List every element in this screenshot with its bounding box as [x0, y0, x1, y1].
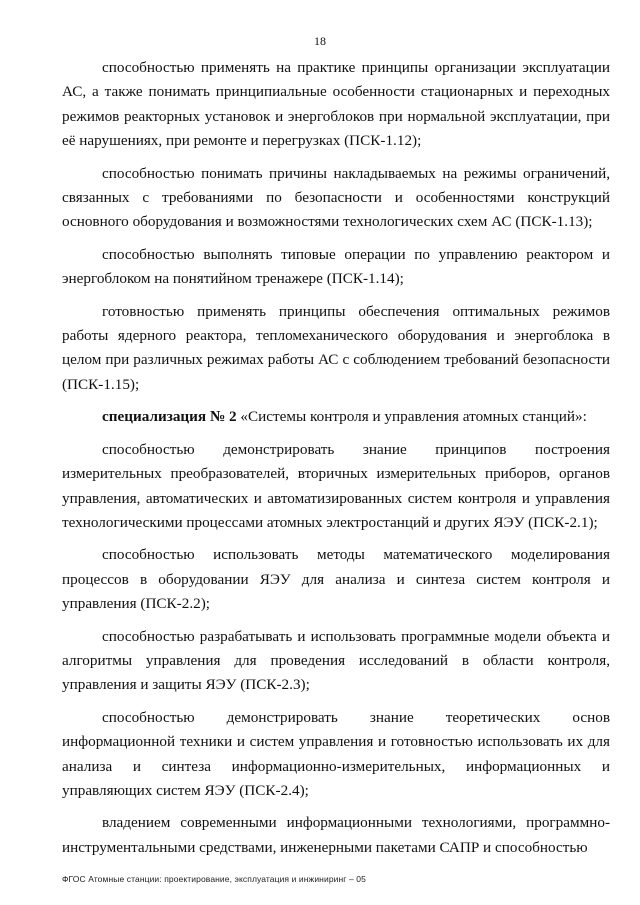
document-body	[62, 56, 610, 868]
paragraph-psk-1-12: способностью применять на практике принципы организации эксплуатации АС, а также понимать принципиальные особенности стационарных и переходных режимов реакторных установок и энергоблоков при нормальной эксплуатации, при её нарушениях, при ремонте и перегрузках (ПСК-1.12);	[62, 59, 610, 150]
paragraph-continued: владением современными информационными технологиями, программно-инструментальными средствами, инженерными пакетами САПР и способностью	[62, 814, 610, 856]
page-footer: ФГОС Атомные станции: проектирование, эксплуатация и инжиниринг – 05	[62, 874, 366, 884]
specialization-label: специализация № 2	[102, 408, 237, 426]
paragraph-psk-1-13: способностью понимать причины накладываемых на режимы ограничений, связанных с требованиями по безопасности и особенностями конструкций основного оборудования и возможностями технологических схем АС (ПСК-1.13);	[62, 164, 610, 231]
paragraph-psk-2-4: способностью демонстрировать знание теоретических основ информационной техники и систем управления и готовностью использовать их для анализа и синтеза информационно-измерительных, информационных и управляющих систем ЯЭУ (ПСК-2.4);	[62, 708, 610, 799]
page-number: 18	[314, 34, 326, 48]
paragraph-psk-2-3: способностью разрабатывать и использовать программные модели объекта и алгоритмы управления для проведения исследований в области контроля, управления и защиты ЯЭУ (ПСК-2.3);	[62, 627, 610, 694]
paragraph-psk-1-15: готовностью применять принципы обеспечения оптимальных режимов работы ядерного реактора, тепломеханического оборудования и энергоблока в целом при различных режимах работы АС с соблюдением требований безопасности (ПСК-1.15);	[62, 302, 610, 393]
paragraph-psk-1-14: способностью выполнять типовые операции по управлению реактором и энергоблоком на понятийном тренажере (ПСК-1.14);	[62, 245, 610, 288]
paragraph-psk-2-1: способностью демонстрировать знание принципов построения измерительных преобразователей, вторичных измерительных приборов, органов управления, автоматических и автоматизированных систем контроля и управления технологическими процессами атомных электростанций и других ЯЭУ (ПСК-2.1);	[62, 440, 610, 531]
specialization-heading	[62, 405, 610, 429]
paragraph-psk-2-2: способностью использовать методы математического моделирования процессов в оборудовании ЯЭУ для анализа и синтеза систем контроля и управления (ПСК-2.2);	[62, 546, 610, 613]
specialization-title: «Системы контроля и управления атомных станций»:	[240, 408, 587, 426]
